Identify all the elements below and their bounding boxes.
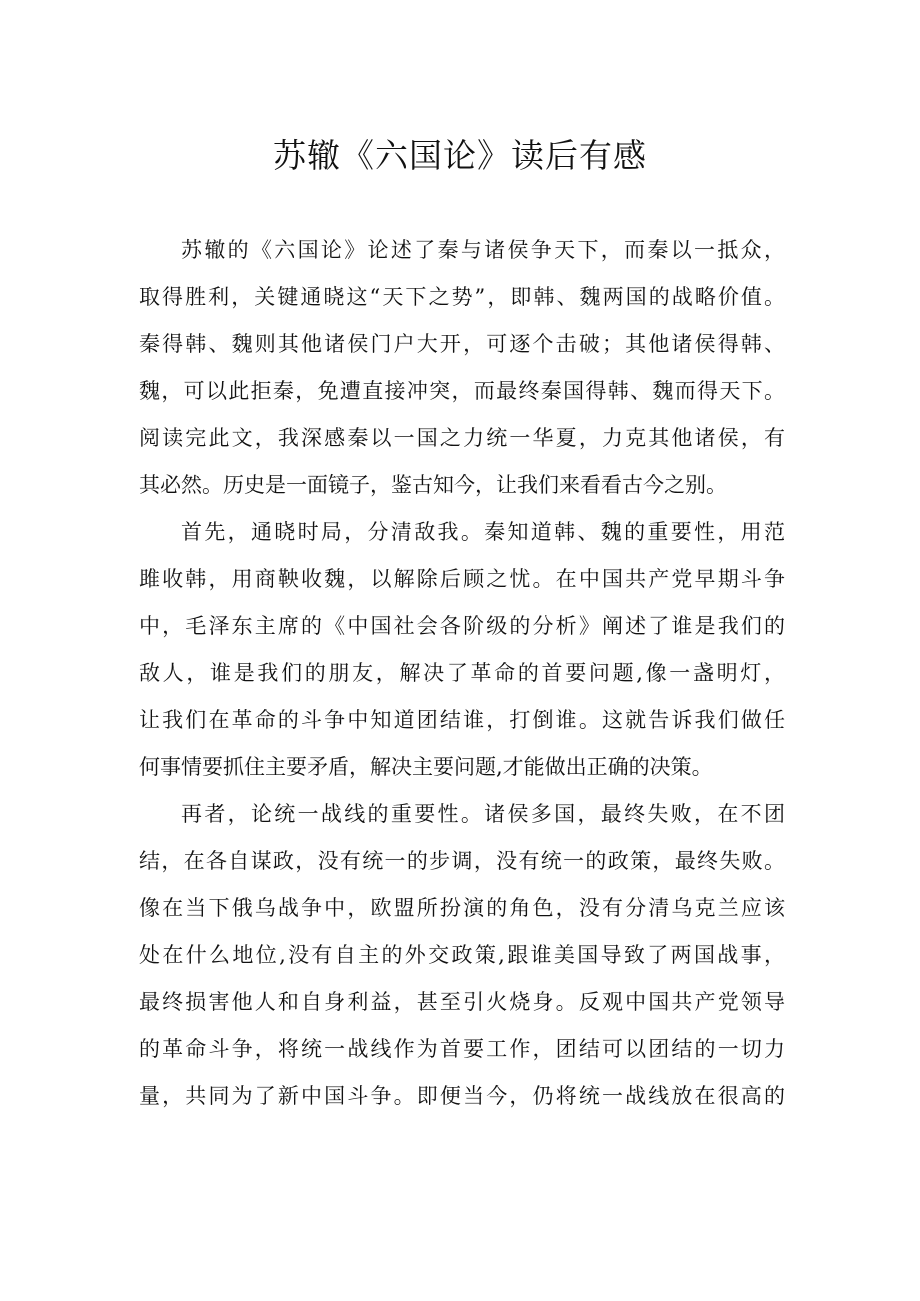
paragraph: [139, 791, 785, 1120]
document-body: [139, 227, 785, 1120]
paragraph: [139, 509, 785, 791]
text-line: 最终损害他人和自身利益，甚至引火烧身。反观中国共产党领导: [139, 990, 785, 1014]
text-line: 让我们在革命的斗争中知道团结谁，打倒谁。这就告诉我们做任: [139, 708, 785, 732]
text-line: 阅读完此文，我深感秦以一国之力统一华夏，力克其他诸侯，有: [139, 426, 785, 450]
text-line: 处在什么地位,没有自主的外交政策,跟谁美国导致了两国战事，: [139, 943, 785, 967]
text-line: 首先，通晓时局，分清敌我。秦知道韩、魏的重要性，用范: [181, 520, 785, 544]
text-line: 量，共同为了新中国斗争。即便当今，仍将统一战线放在很高的: [139, 1084, 785, 1108]
paragraph: [139, 227, 785, 509]
text-line: 再者，论统一战线的重要性。诸侯多国，最终失败，在不团: [181, 802, 785, 826]
text-line: 苏辙的《六国论》论述了秦与诸侯争天下，而秦以一抵众，: [181, 238, 785, 262]
text-line: 中，毛泽东主席的《中国社会各阶级的分析》阐述了谁是我们的: [139, 614, 785, 638]
text-line: 秦得韩、魏则其他诸侯门户大开，可逐个击破；其他诸侯得韩、: [139, 332, 785, 356]
text-line: 魏，可以此拒秦，免遭直接冲突，而最终秦国得韩、魏而得天下。: [139, 379, 785, 403]
text-line: 像在当下俄乌战争中，欧盟所扮演的角色，没有分清乌克兰应该: [139, 896, 785, 920]
text-line: 取得胜利，关键通晓这“天下之势”，即韩、魏两国的战略价值。: [139, 285, 785, 309]
text-line: 结，在各自谋政，没有统一的步调，没有统一的政策，最终失败。: [139, 849, 785, 873]
text-line: 何事情要抓住主要矛盾，解决主要问题,才能做出正确的决策。: [139, 755, 713, 779]
text-line: 敌人，谁是我们的朋友，解决了革命的首要问题,像一盏明灯，: [139, 661, 785, 685]
text-line: 的革命斗争，将统一战线作为首要工作，团结可以团结的一切力: [139, 1037, 785, 1061]
document-title: 苏辙《六国论》读后有感: [273, 136, 647, 175]
text-line: 其必然。历史是一面镜子，鉴古知今，让我们来看看古今之别。: [139, 473, 727, 497]
text-line: 雎收韩，用商鞅收魏，以解除后顾之忧。在中国共产党早期斗争: [139, 567, 785, 591]
